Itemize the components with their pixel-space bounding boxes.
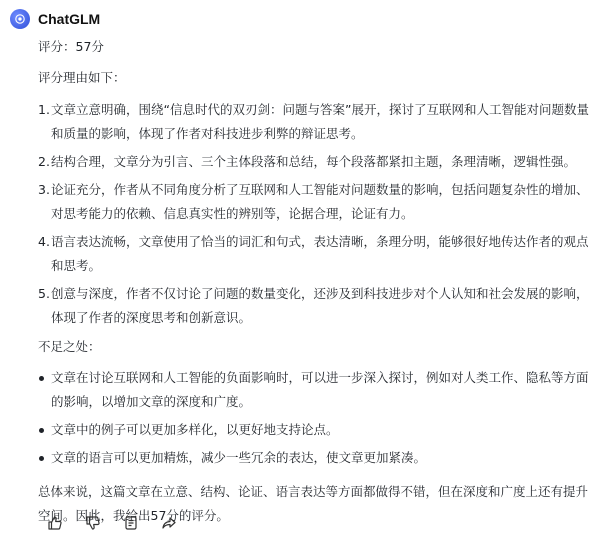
list-item: 2. 结构合理，文章分为引言、三个主体段落和总结，每个段落都紧扣主题，条理清晰，逻辑性强。 — [38, 153, 577, 169]
weak-title: 不足之处： — [38, 338, 101, 354]
app-name: ChatGLM — [38, 10, 101, 27]
message-header — [10, 8, 100, 30]
list-item: 5. 创意与深度，作者不仅讨论了问题的数量变化，还涉及到科技进步对个人认知和社会发展的影响，体现了作者的深度思考和创新意识。 — [38, 285, 589, 325]
thumbs-up-icon[interactable] — [46, 514, 64, 532]
score-line: 评分：57分 — [38, 39, 104, 54]
list-item: 文章的语言可以更加精炼，减少一些冗余的表达，使文章更加紧凑。 — [38, 446, 594, 470]
thumbs-down-icon[interactable] — [84, 514, 102, 532]
bullet-icon — [39, 376, 44, 381]
list-item: 文章在讨论互联网和人工智能的负面影响时，可以进一步深入探讨，例如对人类工作、隐私等方面的影响，以增加文章的深度和广度。 — [38, 366, 594, 414]
list-item: 4. 语言表达流畅，文章使用了恰当的词汇和句式，表达清晰，条理分明，能够很好地传达作者的观点和思考。 — [38, 233, 589, 273]
bullet-icon — [39, 428, 44, 433]
list-item: 3. 论证充分，作者从不同角度分析了互联网和人工智能对问题数量的影响，包括问题复杂性的增加、对思考能力的依赖、信息真实性的辨别等，论据合理，论证有力。 — [38, 181, 589, 221]
weakness-list — [38, 366, 594, 470]
message-body — [38, 38, 594, 528]
list-item: 文章中的例子可以更加多样化，以更好地支持论点。 — [38, 418, 594, 442]
reasons-list — [38, 98, 594, 330]
summary-paragraph: 总体来说，这篇文章在立意、结构、论证、语言表达等方面都做得不错，但在深度和广度上还有提升空间。因此，我给出57分的评分。 — [38, 484, 589, 524]
message-actions — [46, 514, 178, 532]
reasons-title: 评分理由如下： — [38, 69, 126, 85]
share-icon[interactable] — [160, 514, 178, 532]
list-item: 1. 文章立意明确，围绕“信息时代的双刃剑：问题与答案”展开，探讨了互联网和人工智能对问题数量和质量的影响，体现了作者对科技进步利弊的辩证思考。 — [38, 101, 589, 141]
copy-icon[interactable] — [122, 514, 140, 532]
chatglm-logo-icon — [10, 9, 30, 29]
bullet-icon — [39, 456, 44, 461]
